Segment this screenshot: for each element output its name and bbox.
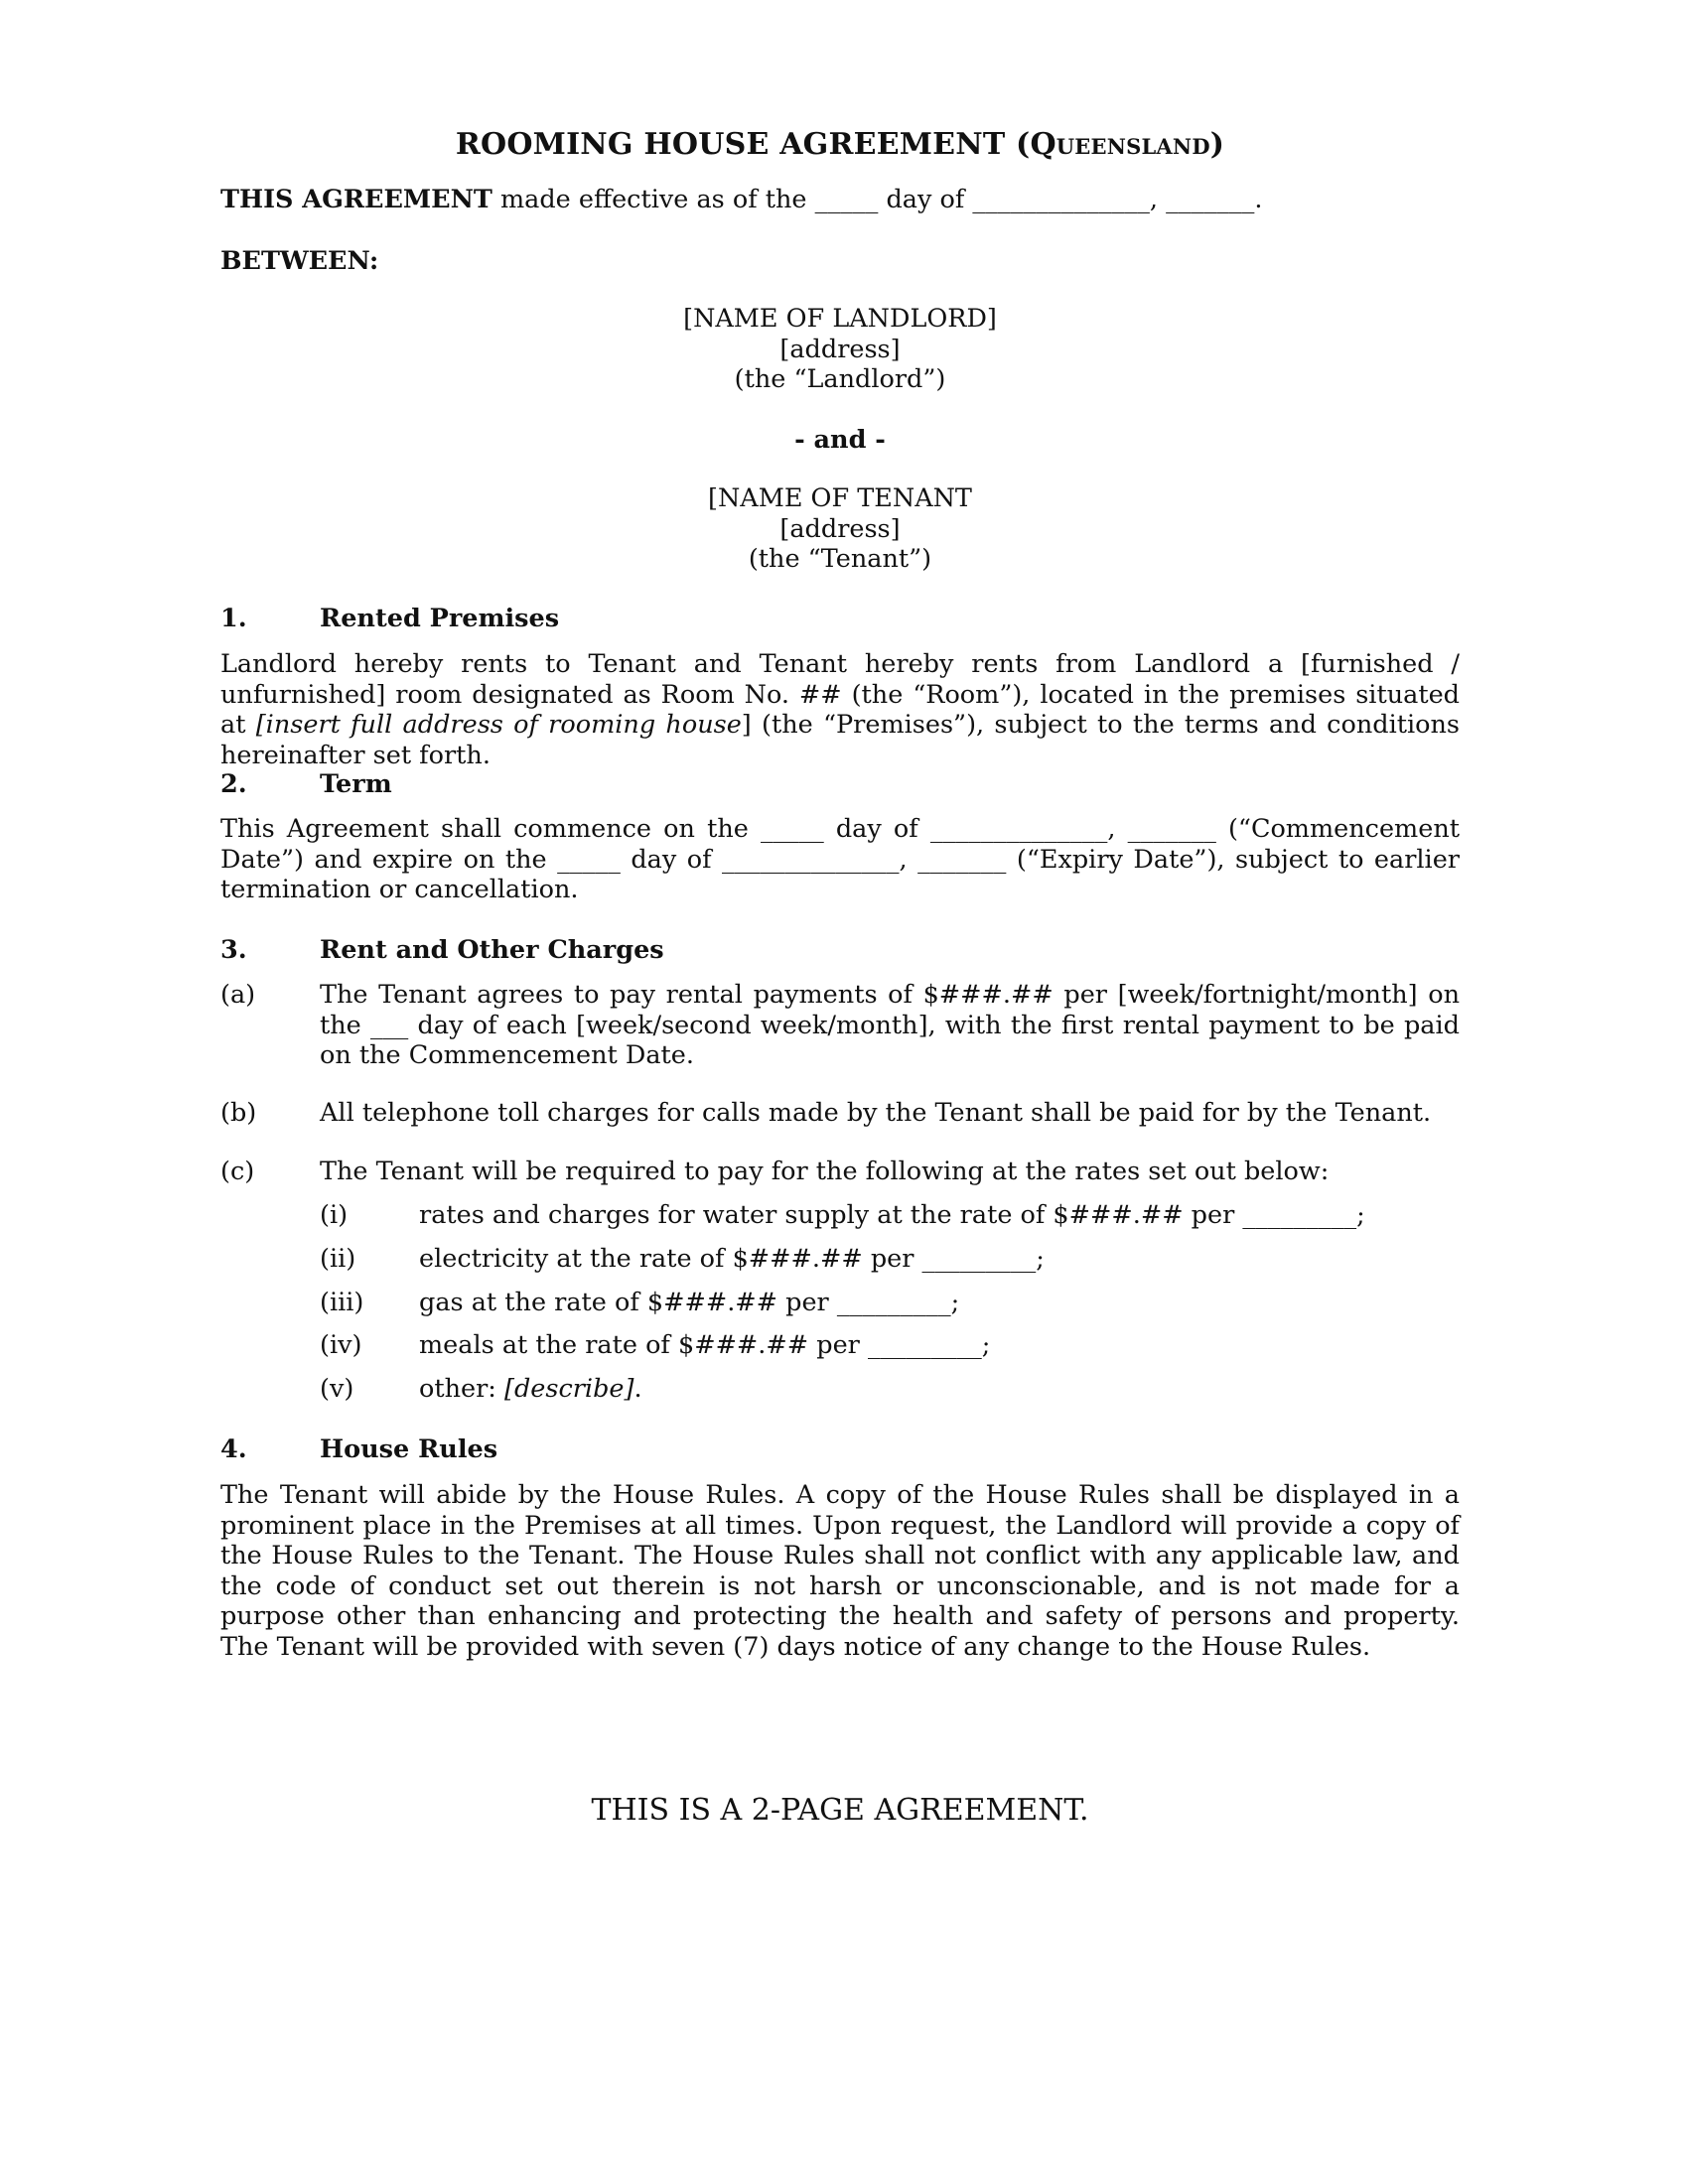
- clause-3c-iii-text: gas at the rate of $###.## per _________;: [419, 1288, 960, 1317]
- clause-3c-i-text: rates and charges for water supply at the rate of $###.## per _________;: [419, 1200, 1365, 1230]
- page-count-note: THIS IS A 2-PAGE AGREEMENT.: [591, 1793, 1089, 1828]
- title-jurisdiction: (Queensland): [1016, 127, 1225, 162]
- clause-3c-ii-label: (ii): [320, 1244, 356, 1274]
- clause-3a-label: (a): [220, 980, 256, 1010]
- section-4-text: The Tenant will abide by the House Rules. A copy of the House Rules shall be displayed in a prominent place in the Premises at all times. Upon request, the Landlord will provide a copy of the House Rules to the Tenant. The House Rules shall not conflict with any applicable law, and the code of conduct set out therein is not harsh or unconscionable, and is not made for a purpose other than enhancing and protecting the health and safety of persons and property. The Tenant will be provided with seven (7) days notice of any change to the House Rules.: [220, 1480, 1460, 1662]
- section-2-title: Term: [320, 769, 392, 799]
- section-4-title: House Rules: [320, 1434, 498, 1464]
- document-title: [220, 127, 1460, 162]
- section-4-number: 4.: [220, 1434, 247, 1464]
- clause-3a-text: The Tenant agrees to pay rental payments of $###.## per [week/fortnight/month] on the ___ day of each [week/second week/month], with the first rental payment to be paid on the Commencement Date.: [320, 980, 1460, 1070]
- section-1-title: Rented Premises: [320, 604, 560, 633]
- between-heading: BETWEEN:: [220, 246, 379, 276]
- landlord-name: [NAME OF LANDLORD]: [683, 304, 997, 334]
- tenant-block: [220, 483, 1460, 575]
- tenant-role: (the “Tenant”): [748, 544, 932, 574]
- clause-3b-label: (b): [220, 1098, 257, 1128]
- clause-3c-text: The Tenant will be required to pay for the following at the rates set out below:: [320, 1157, 1330, 1186]
- landlord-block: [220, 304, 1460, 395]
- title-main: ROOMING HOUSE AGREEMENT: [455, 127, 1006, 162]
- clause-3c-v-label: (v): [320, 1374, 354, 1404]
- section-2-number: 2.: [220, 769, 247, 799]
- intro-bold: THIS AGREEMENT: [220, 185, 492, 214]
- clause-3c-iv-label: (iv): [320, 1330, 362, 1360]
- intro-line: [220, 185, 1460, 215]
- section-1-text: Landlord hereby rents to Tenant and Tenant hereby rents from Landlord a [furnished / unfurnished] room designated as Room No. ## (the “Room”), located in the premises situated at [insert full address of rooming house] (the “Premises”), subject to the terms and conditions hereinafter set forth.: [220, 649, 1460, 770]
- landlord-address: [address]: [779, 334, 901, 364]
- section-1-number: 1.: [220, 604, 247, 633]
- clause-3c-v-text: other: [describe].: [419, 1374, 642, 1404]
- section-3-number: 3.: [220, 935, 247, 965]
- and-separator: - and -: [794, 425, 886, 455]
- intro-rest: made effective as of the _____ day of ______________, _______.: [492, 185, 1263, 214]
- clause-3c-ii-text: electricity at the rate of $###.## per _________;: [419, 1244, 1045, 1274]
- landlord-role: (the “Landlord”): [734, 364, 946, 394]
- clause-3b-text: All telephone toll charges for calls made by the Tenant shall be paid for by the Tenant.: [320, 1098, 1432, 1128]
- section-3-title: Rent and Other Charges: [320, 935, 664, 965]
- clause-3c-label: (c): [220, 1157, 255, 1186]
- section-2-text: This Agreement shall commence on the _____ day of ______________, _______ (“Commencement Date”) and expire on the _____ day of ______________, _______ (“Expiry Date”), subject to earlier termination or cancellation.: [220, 814, 1460, 904]
- clause-3c-iii-label: (iii): [320, 1288, 364, 1317]
- tenant-address: [address]: [779, 513, 901, 544]
- clause-3c-i-label: (i): [320, 1200, 349, 1230]
- clause-3c-iv-text: meals at the rate of $###.## per _________;: [419, 1330, 991, 1360]
- tenant-name: [NAME OF TENANT: [708, 483, 972, 513]
